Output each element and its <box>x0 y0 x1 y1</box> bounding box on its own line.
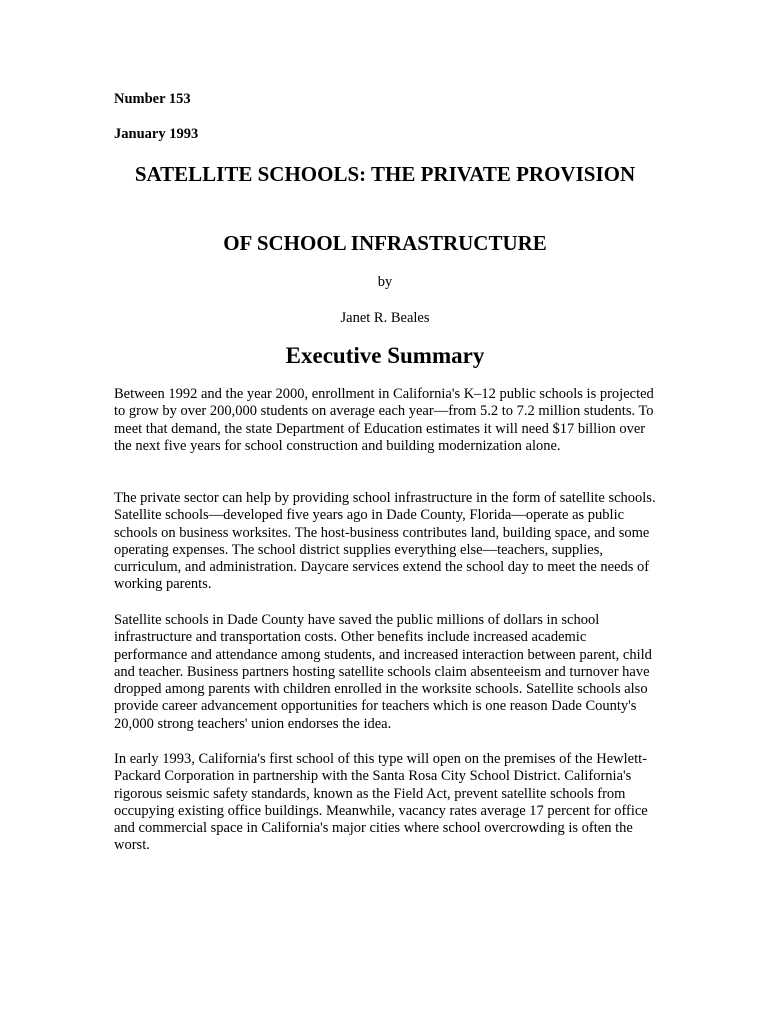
summary-paragraph: The private sector can help by providing school infrastructure in the form of satellite schools. Satellite schools—developed five years ago in Dade County, Florida—operate as public schools on business worksites. The host-business contributes land, building space, and some operating expenses. The school district supplies everything else—teachers, supplies, curriculum, and administration. Daycare services extend the school day to meet the needs of working parents. <box>114 490 656 593</box>
author-name: Janet R. Beales <box>340 310 430 326</box>
summary-paragraph: Satellite schools in Dade County have saved the public millions of dollars in school infrastructure and transportation costs. Other benefits include increased academic performance and attendance among students, and increased interaction between parent, child and teacher. Business partners hosting satellite schools claim absenteeism and turnover have dropped among parents with children enrolled in the worksite schools. Satellite schools also provide career advancement opportunities for teachers which is one reason Dade County's 20,000 strong teachers' union endorses the idea. <box>114 612 652 732</box>
report-number: Number 153 <box>114 91 191 107</box>
byline-label: by <box>377 274 393 290</box>
document-title: SATELLITE SCHOOLS: THE PRIVATE PROVISION <box>134 162 636 186</box>
summary-paragraph: Between 1992 and the year 2000, enrollment in California's K–12 public schools is projected to grow by over 200,000 students on average each year—from 5.2 to 7.2 million students. To meet that demand, the state Department of Education estimates it will need $17 billion over the next five years for school construction and building modernization alone. <box>114 386 654 454</box>
summary-paragraph: In early 1993, California's first school of this type will open on the premises of the Hewlett-Packard Corporation in partnership with the Santa Rosa City School District. California's rigorous seismic safety standards, known as the Field Act, prevent satellite schools from occupying existing office buildings. Meanwhile, vacancy rates average 17 percent for office and commercial space in California's major cities where school overcrowding is often the worst. <box>114 751 648 854</box>
report-date: January 1993 <box>114 126 199 142</box>
section-heading: Executive Summary <box>285 343 485 368</box>
document-subtitle: OF SCHOOL INFRASTRUCTURE <box>223 231 547 255</box>
